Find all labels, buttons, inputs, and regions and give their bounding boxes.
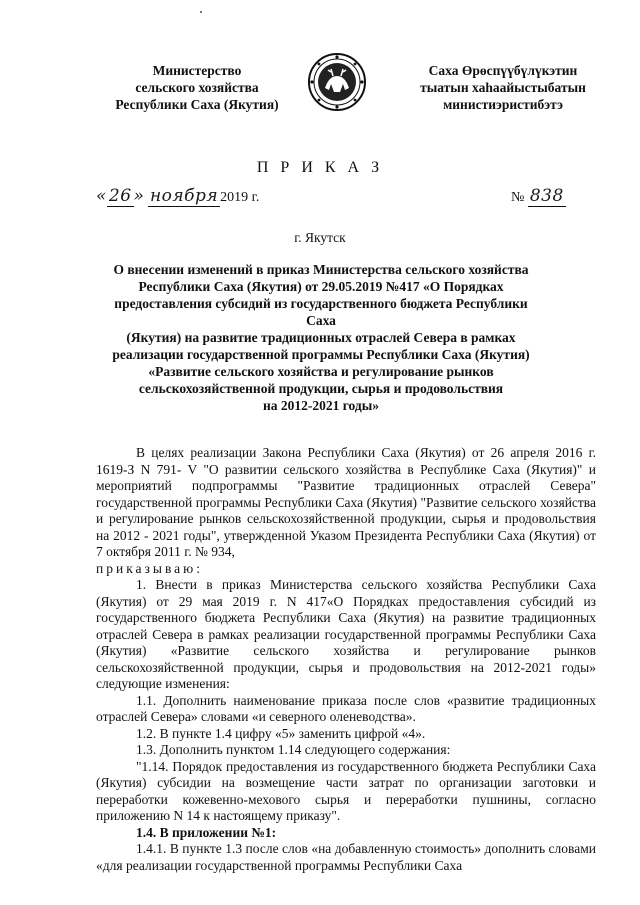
subject-line: Республики Саха (Якутия) от 29.05.2019 №417 «О Порядках: [138, 279, 504, 294]
document-title: П Р И К А З: [256, 159, 384, 176]
order-number: [511, 186, 566, 207]
item-1-4-1: 1.4.1. В пункте 1.3 после слов «на добавленную стоимость» дополнить словами «для реализации государственной программы Республики Саха: [96, 841, 596, 873]
subject-line: (Якутия) на развитие традиционных отраслей Севера в рамках: [126, 330, 516, 345]
number-sign: №: [511, 190, 525, 205]
date-close-quote: »: [133, 186, 145, 206]
subject-line: реализации государственной программы Республики Саха (Якутия): [112, 347, 530, 362]
order-date: [96, 186, 259, 207]
item-1-4: 1.4. В приложении №1:: [136, 824, 277, 840]
preamble-paragraph: В целях реализации Закона Республики Саха (Якутия) от 26 апреля 2016 г. 1619-З N 791- V "О развитии сельского хозяйства в Республике Саха (Якутия)" и мероприятий подпрограммы "Развитие традиционных отраслей Севера" государственной программы Республики Саха (Якутия) "Развитие сельского хозяйства и регулирование рынков сельскохозяйственной продукции, сырья и продовольствия на 2012 - 2021 годы", утвержденной Указом Президента Республики Саха (Якутия) от 7 октября 2011 г. № 934,: [96, 445, 596, 559]
header-left-line: Республики Саха (Якутия): [115, 97, 279, 112]
date-open-quote: «: [96, 186, 107, 206]
scan-speck: [200, 11, 202, 13]
subject-line: предоставления субсидий из государственного бюджета Республики Саха: [114, 296, 528, 328]
subject-line: на 2012-2021 годы»: [262, 398, 380, 413]
header-left-line: сельского хозяйства: [135, 80, 259, 95]
item-1-14-quote: "1.14. Порядок предоставления из государственного бюджета Республики Саха (Якутия) субсидии на возмещение части затрат по организации заготовки и переработки кожевенно-мехового сырья и переработки пушнины, согласно приложению N 14 к настоящему приказу".: [96, 758, 596, 823]
order-word: приказываю:: [96, 560, 203, 576]
item-1-1: 1.1. Дополнить наименование приказа после слов «развитие традиционных отраслей Севера» словами «и северного оленеводства».: [96, 692, 596, 724]
subject-line: сельскохозяйственной продукции, сырья и продовольствия: [138, 381, 504, 396]
header-right-line: министиэристибэтэ: [443, 97, 563, 112]
header-right-line: тыатын хаһаайыстыбатын: [420, 80, 586, 95]
item-1-3: 1.3. Дополнить пунктом 1.14 следующего содержания:: [136, 742, 451, 757]
item-1: 1. Внести в приказ Министерства сельского хозяйства Республики Саха (Якутия) от 29 мая 2019 г. N 417«О Порядках предоставления субсидий из государственного бюджета Республики Саха (Якутия) на развитие традиционных отраслей Севера в рамках реализации государственной программы Республики Саха (Якутия) «Развитие сельского хозяйства и регулирование рынков сельскохозяйственной продукции, сырья и продовольствия на 2012-2021 годы» следующие изменения:: [96, 577, 596, 691]
city: г. Якутск: [294, 230, 346, 245]
header-left-line: Министерство: [152, 63, 242, 78]
subject-line: О внесении изменений в приказ Министерства сельского хозяйства: [113, 262, 529, 277]
date-month: ноября: [149, 186, 219, 206]
number-value: 838: [529, 186, 564, 206]
date-year: 2019 г.: [220, 190, 260, 205]
ministry-name-russian: [92, 62, 302, 113]
header-right-line: Саха Өрөспүүбүлүкэтин: [428, 63, 578, 78]
item-1-2: 1.2. В пункте 1.4 цифру «5» заменить цифрой «4».: [136, 725, 426, 741]
ministry-name-sakha: [398, 62, 608, 113]
order-body: [96, 445, 596, 874]
subject-line: «Развитие сельского хозяйства и регулирование рынков: [148, 364, 494, 379]
order-subject: [104, 261, 538, 414]
sakha-republic-emblem-icon: [307, 52, 367, 112]
date-day: 26: [108, 186, 132, 206]
